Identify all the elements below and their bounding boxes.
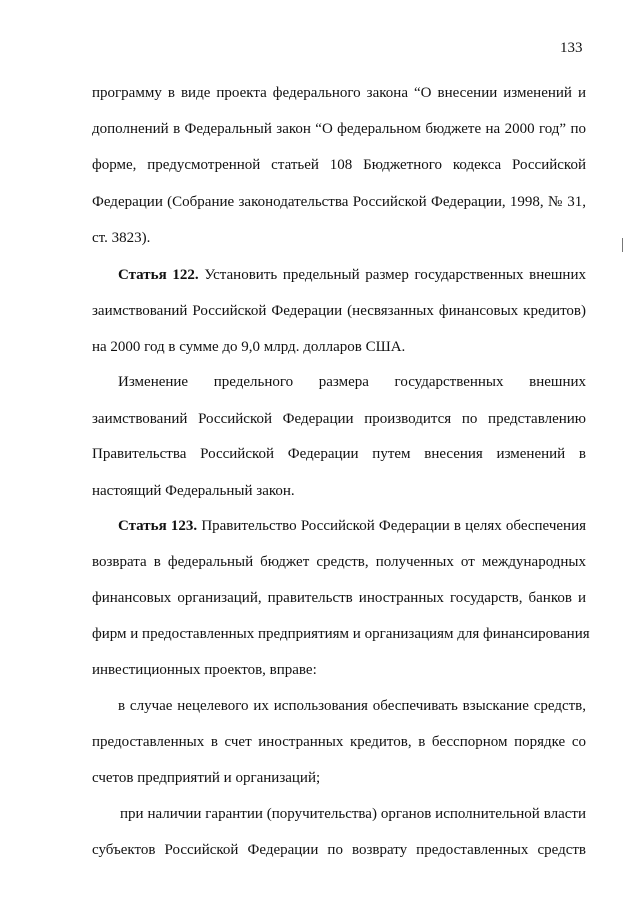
text-line: дополнений в Федеральный закон “О федеральном бюджете на 2000 год” по [92, 121, 586, 137]
text-line: счетов предприятий и организаций; [92, 770, 321, 786]
text-line: Правительство Российской Федерации в целях обеспечения [201, 518, 586, 534]
text-line: настоящий Федеральный закон. [92, 483, 295, 499]
article-123-heading: Статья 123. [118, 518, 198, 534]
text-line: на 2000 год в сумме до 9,0 млрд. долларов США. [92, 339, 406, 355]
article-122-first-line [118, 266, 586, 284]
text-line: Федерации (Собрание законодательства Российской Федерации, 1998, № 31, [92, 194, 586, 210]
page-number: 133 [560, 40, 583, 56]
text-line: при наличии гарантии (поручительства) органов исполнительной власти [120, 806, 586, 822]
article-122-heading: Статья 122. [118, 267, 199, 283]
scan-margin-mark [622, 238, 623, 252]
text-line: предоставленных в счет иностранных кредитов, в бесспорном порядке со [92, 734, 586, 750]
text-line: фирм и предоставленных предприятиям и организациям для финансирования [92, 626, 590, 642]
text-line: финансовых организаций, правительств иностранных государств, банков и [92, 590, 586, 606]
text-line: Правительства Российской Федерации путем внесения изменений в [92, 446, 586, 462]
text-line: в случае нецелевого их использования обеспечивать взыскание средств, [118, 698, 586, 714]
text-line: заимствований Российской Федерации производится по представлению [92, 411, 586, 427]
text-line: субъектов Российской Федерации по возврату предоставленных средств [92, 842, 586, 858]
text-line: форме, предусмотренной статьей 108 Бюджетного кодекса Российской [92, 157, 586, 173]
text-line: Изменение предельного размера государственных внешних [118, 374, 586, 390]
text-line: возврата в федеральный бюджет средств, полученных от международных [92, 554, 586, 570]
text-line: программу в виде проекта федерального закона “О внесении изменений и [92, 85, 586, 101]
text-line: инвестиционных проектов, вправе: [92, 662, 317, 678]
text-line: Установить предельный размер государственных внешних [204, 267, 586, 283]
article-123-first-line [118, 517, 586, 535]
text-line: заимствований Российской Федерации (несвязанных финансовых кредитов) [92, 303, 586, 319]
text-line: ст. 3823). [92, 230, 151, 246]
